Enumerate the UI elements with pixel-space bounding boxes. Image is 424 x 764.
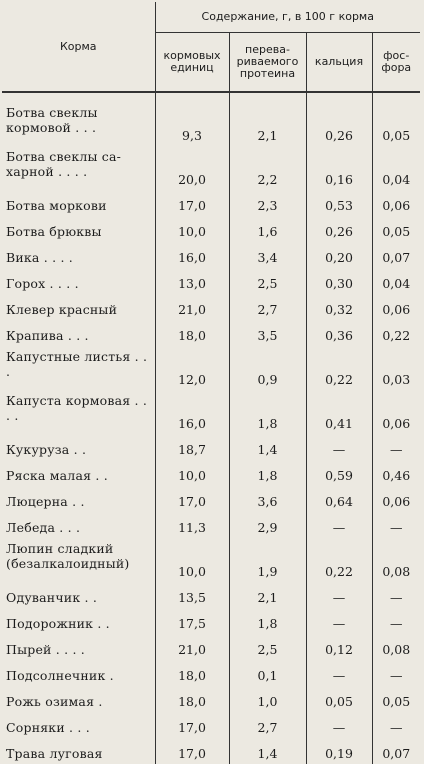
table-body: [2, 92, 420, 764]
feed-units-value: 17,0: [155, 486, 229, 512]
table-row: [2, 346, 420, 390]
calcium-value: 0,59: [306, 460, 372, 486]
table-row: [2, 434, 420, 460]
protein-value: 1,8: [229, 460, 306, 486]
protein-value: 2,1: [229, 582, 306, 608]
phosphorus-value: 0,06: [372, 390, 420, 434]
table-row: [2, 190, 420, 216]
table-row: [2, 242, 420, 268]
phosphorus-value: —: [372, 712, 420, 738]
feed-column-header: Корма: [2, 2, 155, 92]
table-row: [2, 320, 420, 346]
feed-name: Ряска малая . .: [6, 468, 108, 483]
calcium-value: —: [306, 434, 372, 460]
phosphorus-value: —: [372, 660, 420, 686]
calcium-value: 0,22: [306, 346, 372, 390]
feed-units-value: 18,0: [155, 686, 229, 712]
phosphorus-value: 0,06: [372, 190, 420, 216]
protein-value: 3,4: [229, 242, 306, 268]
phosphorus-value: 0,05: [372, 92, 420, 146]
calcium-value: —: [306, 660, 372, 686]
feed-units-value: 12,0: [155, 346, 229, 390]
feed-name: Подорожник . .: [6, 616, 110, 631]
feed-units-value: 17,5: [155, 608, 229, 634]
protein-value: 2,9: [229, 512, 306, 538]
feed-name: Сорняки . . .: [6, 720, 90, 735]
calcium-value: 0,26: [306, 216, 372, 242]
feed-name: Капуста кормовая . . . .: [6, 393, 148, 423]
table-row: [2, 738, 420, 764]
table-row: [2, 268, 420, 294]
feed-name: Вика . . . .: [6, 250, 73, 265]
feed-units-value: 16,0: [155, 390, 229, 434]
feed-name: Клевер красный: [6, 302, 118, 317]
feed-name: Одуванчик . .: [6, 590, 98, 605]
feed-name: Ботва свеклы сахарной . . . .: [6, 149, 121, 179]
protein-value: 3,6: [229, 486, 306, 512]
calcium-value: 0,32: [306, 294, 372, 320]
table-row: [2, 460, 420, 486]
phosphorus-value: 0,07: [372, 242, 420, 268]
calcium-value: —: [306, 712, 372, 738]
protein-value: 1,8: [229, 390, 306, 434]
protein-value: 1,8: [229, 608, 306, 634]
calcium-value: 0,16: [306, 146, 372, 190]
table-row: [2, 146, 420, 190]
calcium-value: —: [306, 582, 372, 608]
table-row: [2, 634, 420, 660]
feed-name: Капустные листья . . .: [6, 349, 148, 379]
protein-value: 0,9: [229, 346, 306, 390]
protein-value: 2,2: [229, 146, 306, 190]
phosphorus-value: 0,05: [372, 686, 420, 712]
table-row: [2, 686, 420, 712]
phosphorus-value: 0,22: [372, 320, 420, 346]
phosphorus-value: 0,46: [372, 460, 420, 486]
feed-units-value: 18,0: [155, 660, 229, 686]
phosphorus-value: 0,07: [372, 738, 420, 764]
calcium-value: 0,26: [306, 92, 372, 146]
protein-value: 2,7: [229, 712, 306, 738]
feed-units-value: 20,0: [155, 146, 229, 190]
feed-units-value: 10,0: [155, 538, 229, 582]
phosphorus-header: фосфора: [372, 33, 420, 93]
feed-name: Люцерна . .: [6, 494, 85, 509]
calcium-value: 0,30: [306, 268, 372, 294]
phosphorus-value: 0,04: [372, 268, 420, 294]
feed-name: Люпин сладкий (безалкалоидный): [6, 541, 130, 571]
calcium-value: —: [306, 608, 372, 634]
calcium-value: 0,22: [306, 538, 372, 582]
phosphorus-value: 0,08: [372, 634, 420, 660]
feed-units-value: 10,0: [155, 216, 229, 242]
protein-value: 2,1: [229, 92, 306, 146]
feed-name: Пырей . . . .: [6, 642, 85, 657]
feed-name: Подсолнечник .: [6, 668, 114, 683]
calcium-value: 0,41: [306, 390, 372, 434]
protein-value: 2,5: [229, 634, 306, 660]
feed-composition-table: [2, 2, 420, 764]
phosphorus-value: 0,05: [372, 216, 420, 242]
protein-value: 3,5: [229, 320, 306, 346]
feed-units-value: 13,5: [155, 582, 229, 608]
phosphorus-value: 0,04: [372, 146, 420, 190]
feed-units-value: 13,0: [155, 268, 229, 294]
calcium-value: —: [306, 512, 372, 538]
phosphorus-value: —: [372, 512, 420, 538]
feed-units-value: 21,0: [155, 294, 229, 320]
feed-name: Крапива . . .: [6, 328, 89, 343]
protein-value: 1,4: [229, 434, 306, 460]
phosphorus-value: 0,06: [372, 294, 420, 320]
table-row: [2, 486, 420, 512]
protein-value: 1,6: [229, 216, 306, 242]
calcium-value: 0,36: [306, 320, 372, 346]
table-row: [2, 582, 420, 608]
calcium-value: 0,05: [306, 686, 372, 712]
calcium-header: кальция: [306, 33, 372, 93]
protein-value: 1,0: [229, 686, 306, 712]
protein-value: 2,5: [229, 268, 306, 294]
feed-units-value: 16,0: [155, 242, 229, 268]
table-row: [2, 390, 420, 434]
phosphorus-value: 0,08: [372, 538, 420, 582]
protein-value: 2,7: [229, 294, 306, 320]
feed-name: Трава луговая: [6, 746, 103, 761]
calcium-value: 0,19: [306, 738, 372, 764]
table-row: [2, 608, 420, 634]
protein-value: 1,9: [229, 538, 306, 582]
feed-units-value: 11,3: [155, 512, 229, 538]
protein-value: 0,1: [229, 660, 306, 686]
feed-units-value: 18,7: [155, 434, 229, 460]
feed-units-value: 18,0: [155, 320, 229, 346]
phosphorus-value: 0,06: [372, 486, 420, 512]
table-header: [2, 2, 420, 92]
feed-units-header: кормовых единиц: [155, 33, 229, 93]
feed-name: Ботва брюквы: [6, 224, 102, 239]
calcium-value: 0,64: [306, 486, 372, 512]
feed-name: Кукуруза . .: [6, 442, 87, 457]
table-row: [2, 660, 420, 686]
table-row: [2, 216, 420, 242]
protein-header: перевариваемого протеина: [229, 33, 306, 93]
feed-units-value: 17,0: [155, 738, 229, 764]
phosphorus-value: —: [372, 434, 420, 460]
phosphorus-value: —: [372, 608, 420, 634]
feed-name: Ботва моркови: [6, 198, 107, 213]
content-group-header: Содержание, г, в 100 г корма: [155, 2, 420, 33]
feed-units-value: 21,0: [155, 634, 229, 660]
table-row: [2, 512, 420, 538]
feed-units-value: 17,0: [155, 190, 229, 216]
table-row: [2, 538, 420, 582]
table-row: [2, 92, 420, 146]
feed-name: Лебеда . . .: [6, 520, 81, 535]
feed-name: Рожь озимая .: [6, 694, 103, 709]
protein-value: 1,4: [229, 738, 306, 764]
calcium-value: 0,12: [306, 634, 372, 660]
phosphorus-value: 0,03: [372, 346, 420, 390]
feed-name: Горох . . . .: [6, 276, 79, 291]
protein-value: 2,3: [229, 190, 306, 216]
table-row: [2, 712, 420, 738]
feed-units-value: 10,0: [155, 460, 229, 486]
table-row: [2, 294, 420, 320]
phosphorus-value: —: [372, 582, 420, 608]
calcium-value: 0,20: [306, 242, 372, 268]
feed-units-value: 9,3: [155, 92, 229, 146]
calcium-value: 0,53: [306, 190, 372, 216]
feed-units-value: 17,0: [155, 712, 229, 738]
feed-name: Ботва свеклы кормовой . . .: [6, 105, 98, 135]
